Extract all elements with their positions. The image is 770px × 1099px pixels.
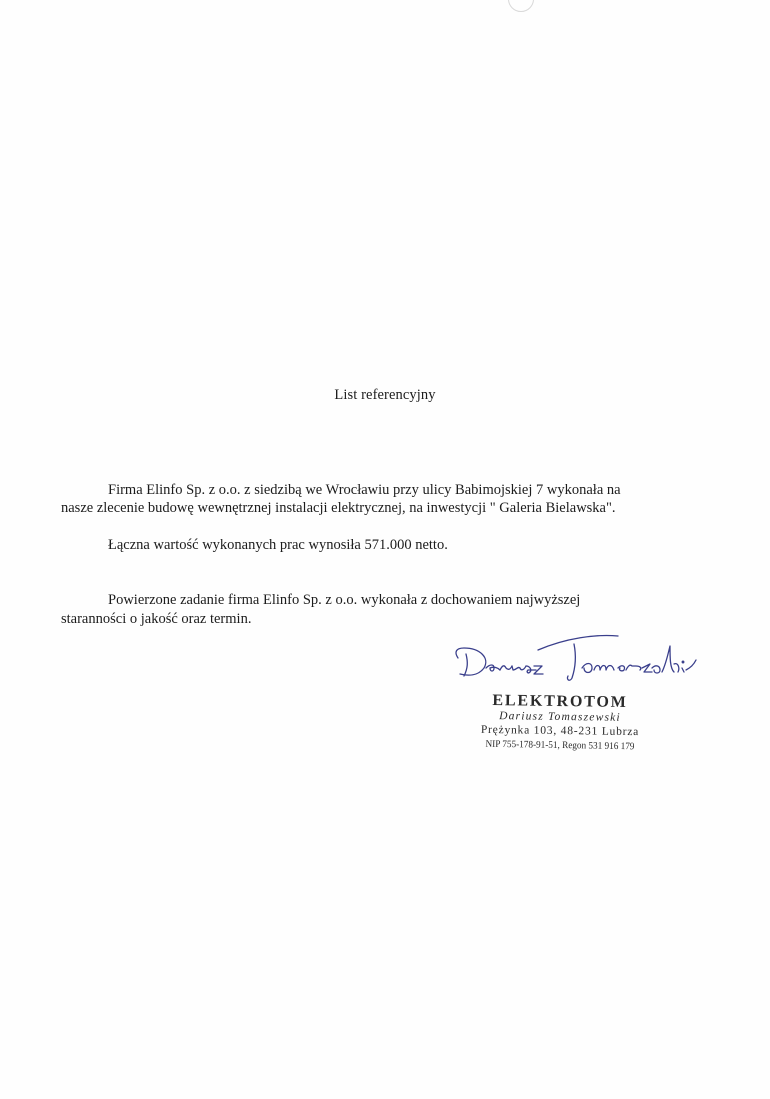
paragraph-3-line-2: staranności o jakość oraz termin. [61,611,252,627]
stamp-owner-name: Dariusz Tomaszewski [499,710,621,724]
stamp-tax-ids: NIP 755-178-91-51, Regon 531 916 179 [485,738,635,753]
paragraph-3-line-1: Powierzone zadanie firma Elinfo Sp. z o.o. wykonała z dochowaniem najwyższej [108,592,581,608]
paragraph-2: Łączna wartość wykonanych prac wynosiła 571.000 netto. [108,537,448,553]
punch-hole-mark [508,0,534,12]
handwritten-signature [446,624,706,694]
stamp-company-name: ELEKTROTOM [492,692,628,711]
paragraph-1-line-1: Firma Elinfo Sp. z o.o. z siedzibą we Wrocławiu przy ulicy Babimojskiej 7 wykonała na [108,482,621,498]
company-stamp [460,693,660,751]
paragraph-1-line-2: nasze zlecenie budowę wewnętrznej instalacji elektrycznej, na inwestycji " Galeria Bielawska". [61,500,616,516]
letter-title: List referencyjny [334,387,436,403]
stamp-address: Prężynka 103, 48-231 Lubrza [480,723,640,739]
